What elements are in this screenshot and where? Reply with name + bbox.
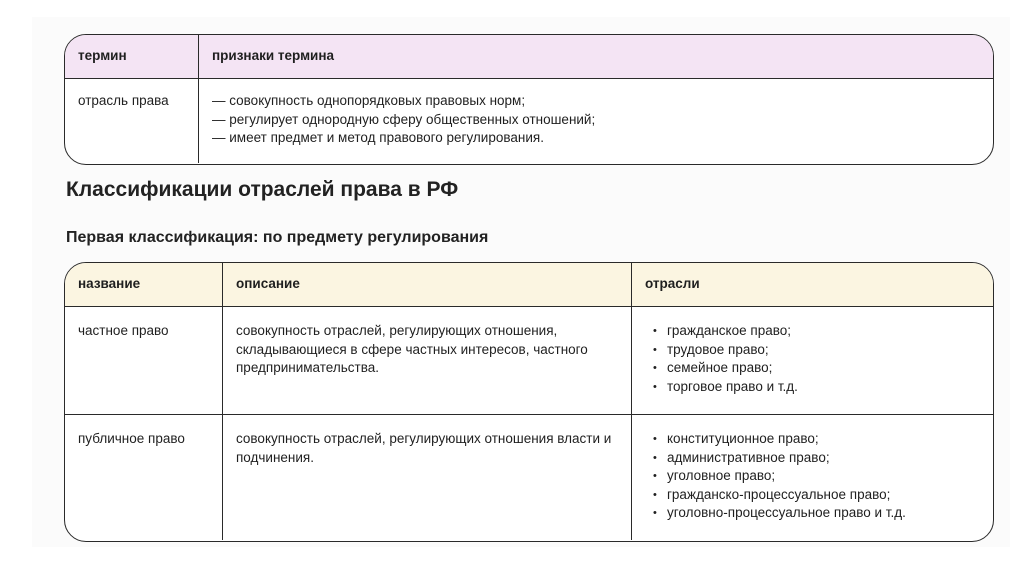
- list-item: • конституционное право;: [653, 430, 993, 449]
- features-cell: [198, 79, 993, 163]
- classification-table: [64, 262, 994, 542]
- header-term: термин: [78, 48, 127, 64]
- feature-line: — совокупность однопорядковых правовых норм;: [212, 93, 526, 108]
- list-item: • семейное право;: [653, 359, 993, 378]
- list-item: • гражданское право;: [653, 322, 993, 341]
- term-cell: отрасль права: [78, 93, 169, 108]
- definition-table-header: [65, 35, 993, 79]
- section-title: Классификации отраслей права в РФ: [66, 178, 459, 201]
- header-name: название: [78, 276, 141, 292]
- classification-table-header: [65, 263, 993, 307]
- list-item: • уголовное право;: [653, 467, 993, 486]
- branches-cell: [631, 415, 993, 540]
- name-cell: частное право: [78, 323, 169, 338]
- description-cell: совокупность отраслей, регулирующих отношения, складывающиеся в сфере частных интересов, частного предпринимательства.: [222, 307, 631, 414]
- header-branches: отрасли: [631, 263, 993, 306]
- definition-table-row: [65, 79, 993, 163]
- name-cell: публичное право: [78, 431, 185, 446]
- list-item: • трудовое право;: [653, 341, 993, 360]
- description-cell: совокупность отраслей, регулирующих отношения власти и подчинения.: [222, 415, 631, 540]
- table-row: [65, 415, 993, 540]
- header-features: признаки термина: [198, 35, 993, 78]
- subsection-title: Первая классификация: по предмету регулирования: [66, 229, 489, 246]
- header-description: описание: [222, 263, 631, 306]
- branches-list: [645, 430, 993, 523]
- definition-table: [64, 34, 994, 165]
- branches-cell: [631, 307, 993, 414]
- table-row: [65, 307, 993, 415]
- feature-line: — имеет предмет и метод правового регулирования.: [212, 130, 544, 145]
- list-item: • уголовно-процессуальное право и т.д.: [653, 504, 993, 523]
- list-item: • административное право;: [653, 449, 993, 468]
- list-item: • торговое право и т.д.: [653, 378, 993, 397]
- branches-list: [645, 322, 993, 396]
- list-item: • гражданско-процессуальное право;: [653, 486, 993, 505]
- feature-line: — регулирует однородную сферу общественных отношений;: [212, 111, 596, 127]
